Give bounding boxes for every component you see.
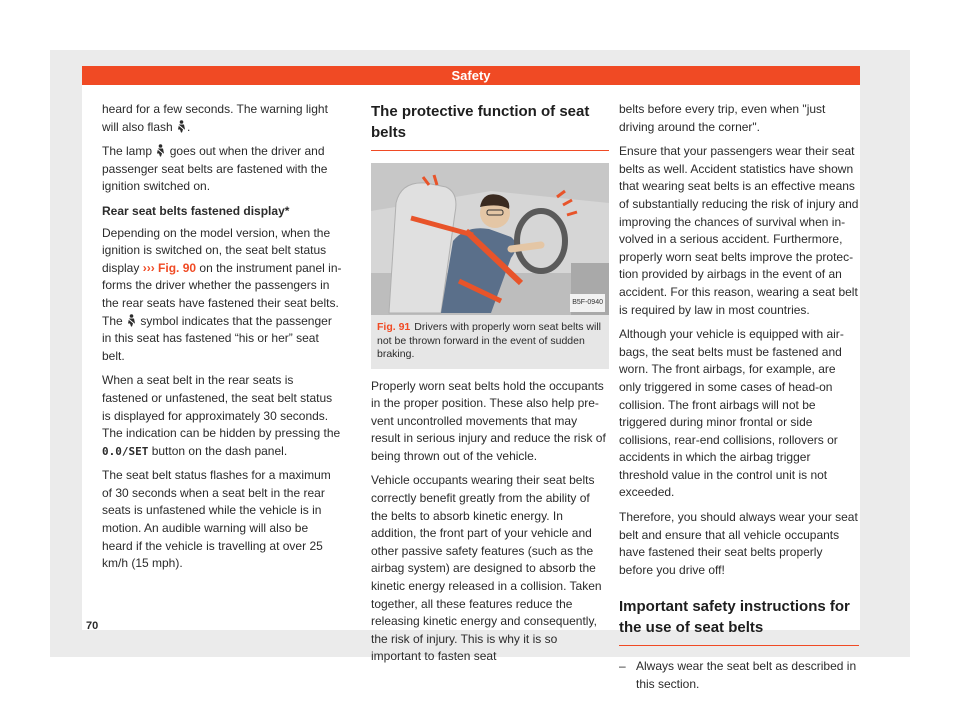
subheading: Rear seat belts fastened display* bbox=[102, 203, 290, 218]
paragraph: heard for a few seconds. The warning light will also flash . bbox=[102, 102, 328, 134]
middle-column bbox=[371, 101, 609, 673]
paragraph: Although your vehicle is equipped with airbags, the seat belts must be fastened and worn. The front airbags, for example, are only triggered in some cases of head-on collision. The front airbags will not be triggered during minor frontal or side collisions, rear-end collisions, rollovers or accidents in which the airbag trigger threshold value in the control unit is not exceeded. bbox=[619, 327, 844, 500]
section-header: Safety bbox=[82, 66, 860, 85]
figure-link[interactable]: Fig. 90 bbox=[158, 260, 197, 275]
list-item: – Always wear the seat belt as described in this section. bbox=[619, 659, 857, 692]
seatbelt-figure bbox=[371, 163, 609, 315]
page-number: 70 bbox=[86, 620, 99, 632]
paragraph: Ensure that your passengers wear their seat belts as well. Accident statistics have shown that wearing seat belts is an effective means of substantially reducing the risk of injury and improving the chances of survival when involved in a serious accident. Furthermore, properly worn seat belts improve the protection provided by airbags in the event of an accident. For this reason, wearing a seat belt is required by law in most countries. bbox=[619, 144, 859, 317]
paragraph: Properly worn seat belts hold the occupants in the proper position. These also help prevent uncontrolled movements that may result in serious injury and reduce the risk of being thrown out of the vehicle. bbox=[371, 378, 606, 463]
paragraph: Vehicle occupants wearing their seat belts correctly benefit greatly from the ability of the belts to absorb kinetic energy. In addition, the front part of your vehicle and other passive safety features (such as the airbag system) are designed to absorb the kinetic energy released in a collision. Taken together, all these features reduce the releasing kinetic energy and consequently, the risk of injury. This is why it is so important to fasten seat bbox=[371, 473, 602, 664]
paragraph: When a seat belt in the rear seats is fastened or unfastened, the seat belt status is displayed for approximately 30 seconds. The indication can be hidden by pressing the 0.0/SET button on the dash panel. bbox=[102, 373, 341, 458]
section-title: Important safety instructions for the use of seat belts bbox=[619, 598, 850, 637]
left-column bbox=[102, 101, 342, 580]
section-title: The protective function of seat belts bbox=[371, 103, 590, 141]
paragraph: The seat belt status flashes for a maximum of 30 seconds when a seat belt in the rear seats is unfastened while the vehicle is in motion. An audible warning will also be heard if the vehicle is travelling at over 25 km/h (15 mph). bbox=[102, 468, 331, 571]
figure-link-arrow: ››› bbox=[142, 260, 155, 275]
figure-code: B5F-0940 bbox=[570, 294, 605, 312]
bullet-dash: – bbox=[619, 659, 626, 674]
paragraph: Therefore, you should always wear your seat belt and ensure that all vehicle occupants have fastened their seat belts properly before you drive off! bbox=[619, 510, 858, 577]
set-button-label: 0.0/SET bbox=[102, 444, 149, 458]
title-rule bbox=[619, 645, 859, 646]
title-rule bbox=[371, 150, 609, 151]
right-column bbox=[619, 101, 859, 701]
figure-label: Fig. 91 bbox=[377, 321, 411, 333]
seatbelt-icon bbox=[177, 120, 186, 133]
figure-caption: Fig. 91 Drivers with properly worn seat belts will not be thrown forward in the event of sudden braking. bbox=[371, 315, 609, 369]
seatbelt-icon bbox=[156, 144, 165, 157]
driver-illustration bbox=[371, 163, 609, 315]
manual-page bbox=[82, 85, 860, 692]
spacer bbox=[619, 586, 859, 596]
paragraph: Depending on the model version, when the ignition is switched on, the seat belt status display ››› Fig. 90 on the instrument panel informs the driver whether the passengers in the rear seats have fastened their seat belts. The symbol indicates that the passenger in this seat has fastened “his or her” seat belt. bbox=[102, 225, 342, 363]
paragraph: The lamp goes out when the driver and passenger seat belts are fastened with the ignition switched on. bbox=[102, 144, 328, 194]
paragraph: belts before every trip, even when "just driving around the corner". bbox=[619, 102, 826, 134]
seatbelt-icon bbox=[127, 314, 136, 327]
